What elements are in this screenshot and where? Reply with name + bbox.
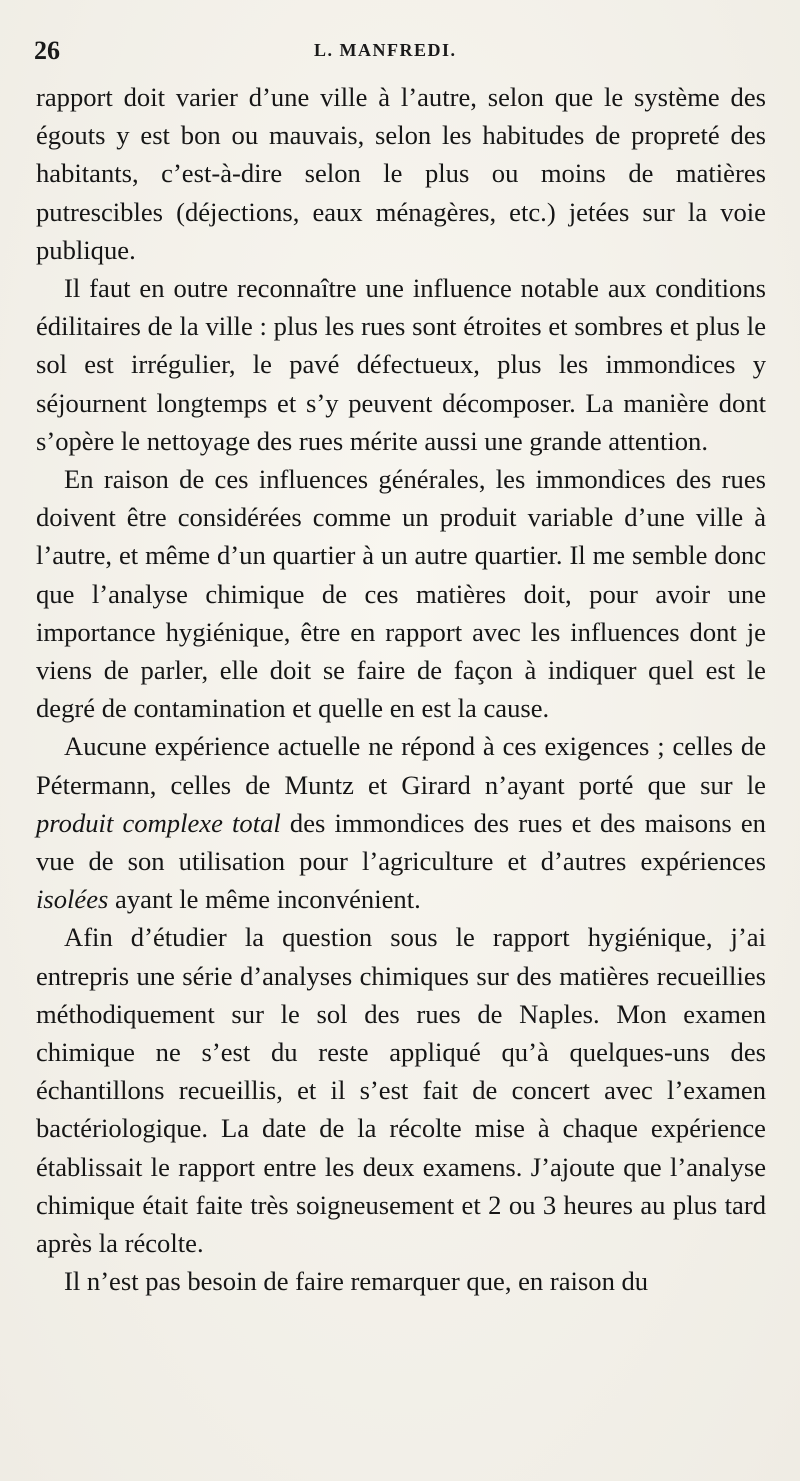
paragraph-text: Aucune expérience actuelle ne répond à ces exigences ; celles de Pétermann, celles de Muntz et Girard n’ayant porté que sur le (36, 731, 766, 800)
page-header (34, 36, 764, 70)
italic-term: isolées (36, 884, 109, 915)
paragraph-text: des immondices des rues et des maisons en vue de son utilisation pour l’agriculture et d’autres expériences (36, 807, 766, 877)
paragraph: En raison de ces influences générales, les immondices des rues doivent être considérées comme un produit variable d’une ville à l’autre, et même d’un quartier à un autre quartier. Il me semble donc que l’analyse chimique de ces matières doit, pour avoir une importance hygiénique, être en rapport avec les influences dont je viens de parler, elle doit se faire de façon à indiquer quel est le degré de contamination et quelle en est la cause. (36, 464, 766, 724)
paragraph: Il faut en outre reconnaître une influence notable aux conditions édilitaires de la ville : plus les rues sont étroites et sombres et plus le sol est irrégulier, le pavé défectueux, plus les immondices y séjournent longtemps et s’y peuvent décomposer. La manière dont s’opère le nettoyage des rues mérite aussi une grande attention. (36, 273, 766, 456)
page-number: 26 (34, 36, 60, 65)
paragraph: Afin d’étudier la question sous le rapport hygiénique, j’ai entrepris une série d’analyses chimiques sur des matières recueillies méthodiquement sur le sol des rues de Naples. Mon examen chimique ne s’est du reste appliqué qu’à quelques-uns des échantillons recueillis, et il s’est fait de concert avec l’examen bactériologique. La date de la récolte mise à chaque expérience établissait le rapport entre les deux examens. J’ajoute que l’analyse chimique était faite très soigneusement et 2 ou 3 heures au plus tard après la récolte. (36, 922, 766, 1259)
running-head: L. MANFREDI. (314, 40, 457, 60)
paragraph (36, 727, 766, 918)
body-text (36, 78, 766, 1301)
paragraph: Il n’est pas besoin de faire remarquer que, en raison du (64, 1266, 649, 1297)
paragraph-text: ayant le même inconvénient. (108, 884, 421, 915)
italic-term: produit complexe total (36, 807, 281, 838)
paragraph: rapport doit varier d’une ville à l’autre, selon que le système des égouts y est bon ou mauvais, selon les habitudes de propreté des habitants, c’est-à-dire selon le plus ou moins de matières putrescibles (déjections, eaux ménagères, etc.) jetées sur la voie publique. (36, 82, 766, 265)
